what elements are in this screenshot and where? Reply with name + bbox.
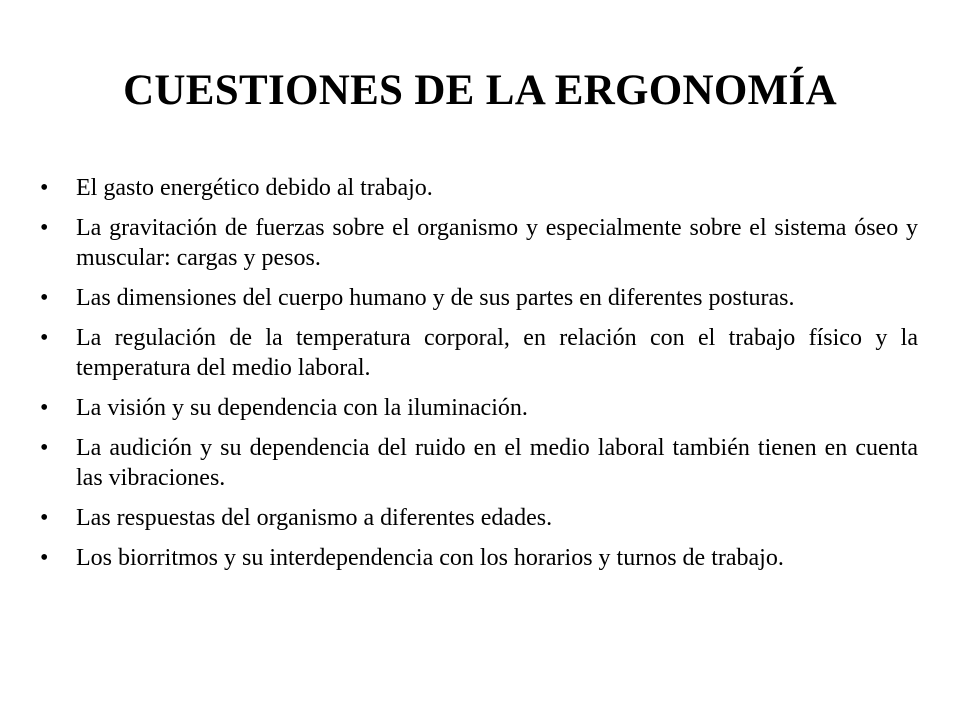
bullet-dot-icon: • (40, 545, 49, 571)
bullet-text: La visión y su dependencia con la iluminación. (76, 395, 528, 421)
bullet-item (40, 213, 918, 273)
bullet-dot-icon: • (40, 285, 49, 311)
bullet-item (40, 393, 918, 423)
bullet-item (40, 283, 918, 313)
bullet-item (40, 503, 918, 533)
bullet-text: La gravitación de fuerzas sobre el organismo y especialmente sobre el sistema óseo y muscular: cargas y pesos. (76, 215, 918, 271)
bullet-text: Las respuestas del organismo a diferentes edades. (76, 505, 553, 531)
bullet-dot-icon: • (40, 395, 49, 421)
bullet-dot-icon: • (40, 435, 49, 461)
bullet-list (40, 173, 918, 583)
bullet-dot-icon: • (40, 215, 49, 241)
bullet-text: Las dimensiones del cuerpo humano y de sus partes en diferentes posturas. (76, 285, 795, 311)
bullet-dot-icon: • (40, 175, 49, 201)
bullet-text: El gasto energético debido al trabajo. (76, 175, 433, 201)
bullet-item (40, 543, 918, 573)
bullet-text: La regulación de la temperatura corporal, en relación con el trabajo físico y la temperatura del medio laboral. (76, 325, 918, 381)
bullet-item (40, 173, 918, 203)
bullet-item (40, 433, 918, 493)
bullet-dot-icon: • (40, 505, 49, 531)
bullet-item (40, 323, 918, 383)
bullet-dot-icon: • (40, 325, 49, 351)
bullet-text: Los biorritmos y su interdependencia con los horarios y turnos de trabajo. (76, 545, 784, 571)
slide-title: CUESTIONES DE LA ERGONOMÍA (123, 67, 837, 114)
bullet-text: La audición y su dependencia del ruido en el medio laboral también tienen en cuenta las vibraciones. (76, 435, 918, 491)
